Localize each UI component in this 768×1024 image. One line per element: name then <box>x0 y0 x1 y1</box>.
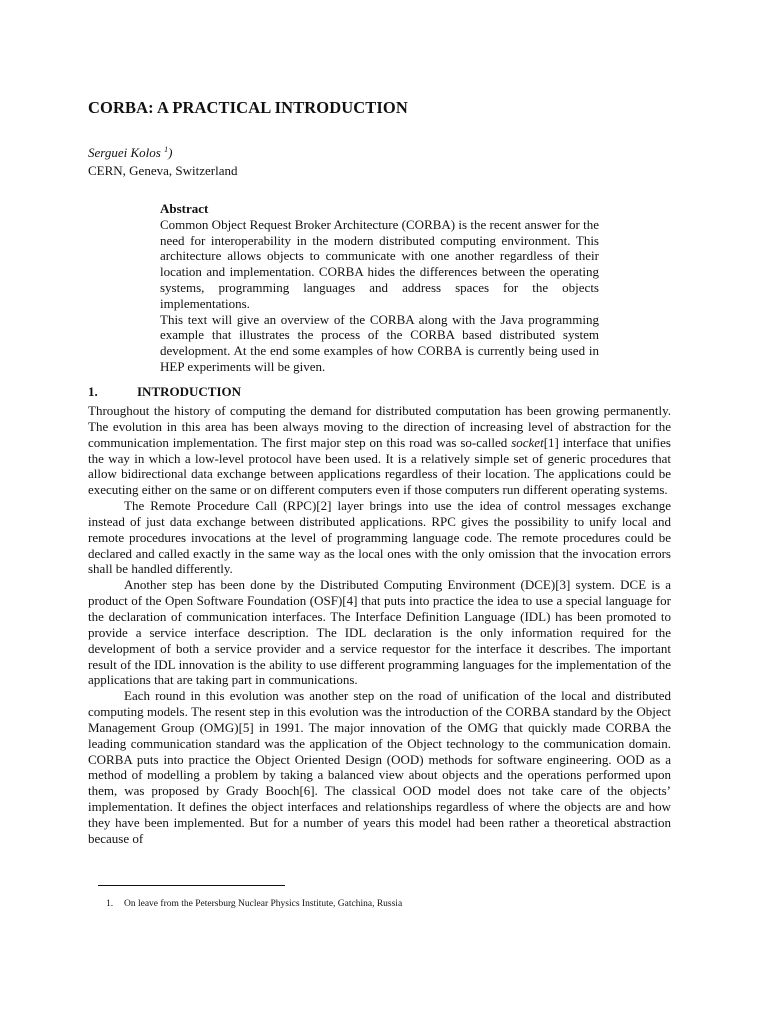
body-paragraph: The Remote Procedure Call (RPC)[2] layer brings into use the idea of control messages exchange instead of just data exchange between distributed applications. RPC gives the possibility to unify local and remote procedures invocations at the level of programming language code. The remote procedures could be declared and called exactly in the same way as the local ones with the only omission that the invocation errors shall be handled differently. <box>88 498 671 577</box>
body-text <box>88 403 671 847</box>
abstract-block <box>160 201 599 375</box>
section-title: INTRODUCTION <box>137 384 242 399</box>
footnote-marker: 1 <box>164 145 169 154</box>
abstract-paragraph: This text will give an overview of the CORBA along with the Java programming example that illustrates the process of the CORBA based distributed system development. At the end some examples of how CORBA is currently being used in HEP experiments will be given. <box>160 311 599 374</box>
footnote <box>106 899 402 909</box>
body-paragraph <box>88 403 671 498</box>
author-name: Serguei Kolos <box>88 145 161 160</box>
abstract-heading: Abstract <box>160 201 209 216</box>
author-line <box>88 145 172 161</box>
footnote-number: 1. <box>106 899 114 909</box>
socket-term: socket <box>511 434 544 450</box>
body-text-run: Throughout the history of computing the demand for distributed computation has been growing permanently. The evolution in this area has been always moving to the direction of increasing level of abstraction for the communication implementation. The first major step on this road was so-called <box>88 403 671 450</box>
author-marker-paren: ) <box>168 145 173 160</box>
paper-title: CORBA: A PRACTICAL INTRODUCTION <box>88 98 408 117</box>
section-number: 1. <box>88 384 98 399</box>
body-paragraph: Each round in this evolution was another step on the road of unification of the local and distributed computing models. The resent step in this evolution was the introduction of the CORBA standard by the Object Management Group (OMG)[5] in 1991. The major innovation of the OMG that quickly made CORBA the leading communication standard was the application of the Object technology to the communication domain. CORBA puts into practice the Object Oriented Design (OOD) methods for software engineering. OOD as a method of modelling a problem by taking a balanced view about objects and the operations performed upon them, was proposed by Grady Booch[6]. The classical OOD model does not take care of the objects’ implementation. It defines the object interfaces and relationships regardless of where the objects are and how they have been implemented. But for a number of years this model had been rather a theoretical abstraction because of <box>88 688 671 846</box>
author-affiliation: CERN, Geneva, Switzerland <box>88 163 238 178</box>
body-text-run: [1] interface that unifies the way in which a low-level protocol have been used. It is a relatively simple set of generic procedures that allow bidirectional data exchange between applications regardless of their location. The applications could be executing either on the same or on different computers even if those computers run different operating systems. <box>88 434 671 498</box>
section-heading <box>88 384 241 400</box>
footnote-text: On leave from the Petersburg Nuclear Physics Institute, Gatchina, Russia <box>124 899 403 909</box>
body-paragraph: Another step has been done by the Distributed Computing Environment (DCE)[3] system. DCE is a product of the Open Software Foundation (OSF)[4] that puts into practice the idea to use a special language for the declaration of communication interfaces. The Interface Definition Language (IDL) has been promoted to provide a service interface description. The IDL declaration is the only information required for the development of both a service provider and a service requestor for the interface it describes. The important result of the IDL innovation is the ability to use different programming languages for the implementation of the applications that are taking part in communications. <box>88 577 671 688</box>
abstract-paragraph: Common Object Request Broker Architecture (CORBA) is the recent answer for the need for interoperability in the modern distributed computing environment. This architecture allows objects to communicate with one another regardless of their location and implementation. CORBA hides the differences between the operating systems, programming languages and address spaces for the objects implementations. <box>160 216 599 311</box>
footnote-divider <box>98 885 285 886</box>
